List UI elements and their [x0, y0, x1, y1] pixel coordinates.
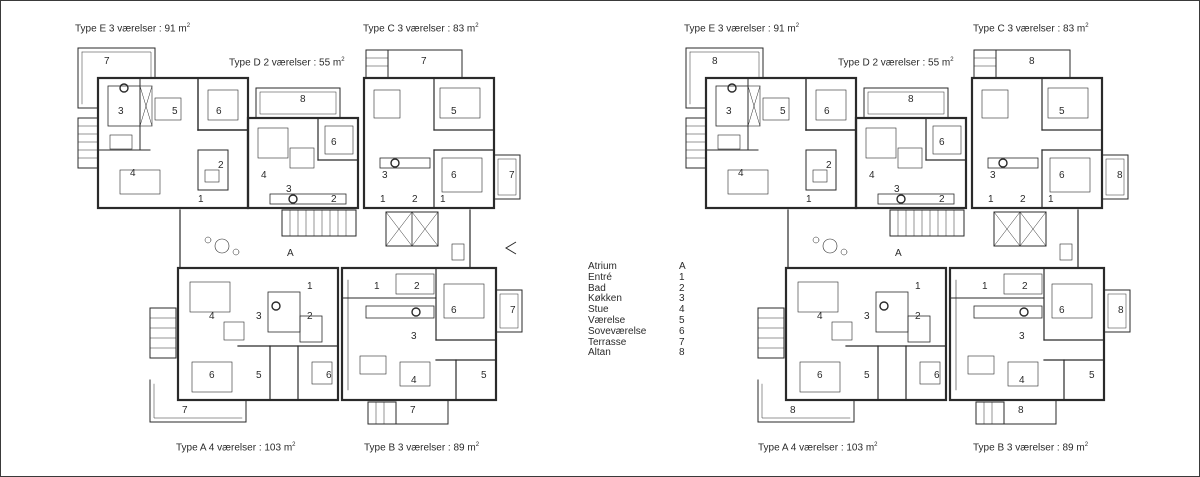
entrance-arrow-icon: [506, 242, 516, 254]
room-label: 6: [451, 305, 457, 316]
room-label: 5: [451, 106, 457, 117]
room-label: 1: [1048, 194, 1054, 205]
room-label: 6: [934, 370, 940, 381]
room-label: 3: [990, 170, 996, 181]
room-label: 1: [380, 194, 386, 205]
legend-name: Køkken: [588, 293, 622, 305]
room-label: 3: [118, 106, 124, 117]
legend-code: 7: [679, 336, 685, 348]
room-label: 6: [216, 106, 222, 117]
legend-code: 1: [679, 271, 685, 283]
room-label: 1: [440, 194, 446, 205]
room-label: 8: [1118, 305, 1124, 316]
legend: [588, 262, 698, 359]
room-label: 3: [382, 170, 388, 181]
room-label: 6: [1059, 170, 1065, 181]
room-label: 8: [1117, 170, 1123, 181]
type-b-title: Type B 3 værelser : 89 $m^2$: [973, 442, 1089, 454]
room-label: 7: [509, 170, 515, 181]
room-label: 3: [726, 106, 732, 117]
legend-name: Atrium: [588, 261, 617, 272]
room-label: 2: [414, 281, 420, 292]
legend-code: A: [679, 261, 686, 272]
room-label: 5: [864, 370, 870, 381]
room-label: 5: [1059, 106, 1065, 117]
room-label: 2: [218, 160, 224, 171]
room-label: 7: [410, 405, 416, 416]
room-label: 5: [172, 106, 178, 117]
type-d-title: Type D 2 værelser : 55 $m^2$: [229, 57, 345, 69]
room-label: 7: [104, 56, 110, 67]
type-a-title: Type A 4 værelser : 103 $m^2$: [176, 442, 296, 454]
legend-code: 3: [679, 293, 685, 305]
room-label: 7: [510, 305, 516, 316]
room-label: 2: [939, 194, 945, 205]
room-label: 8: [1018, 405, 1024, 416]
legend-name: Altan: [588, 347, 611, 359]
legend-code: 6: [679, 325, 685, 337]
room-label: 6: [1059, 305, 1065, 316]
legend-name: Bad: [588, 282, 606, 294]
room-label: 3: [256, 311, 262, 322]
legend-code: 8: [679, 347, 685, 359]
room-label: 1: [982, 281, 988, 292]
legend-item: [588, 348, 698, 359]
room-label: 1: [915, 281, 921, 292]
room-label: 4: [411, 375, 417, 386]
type-c-title: Type C 3 værelser : 83 $m^2$: [363, 23, 479, 35]
room-label: 6: [326, 370, 332, 381]
type-d-title: Type D 2 værelser : 55 $m^2$: [838, 57, 954, 69]
legend-code: 4: [679, 304, 685, 316]
legend-name: Stue: [588, 304, 609, 316]
room-label: 1: [374, 281, 380, 292]
room-label: 8: [790, 405, 796, 416]
room-label: 4: [817, 311, 823, 322]
room-label: 4: [130, 168, 136, 179]
room-label: 4: [1019, 375, 1025, 386]
room-label: 1: [198, 194, 204, 205]
legend-name: Entré: [588, 271, 612, 283]
room-label: 1: [806, 194, 812, 205]
type-e-title: Type E 3 værelser : 91 $m^2$: [684, 23, 800, 35]
room-label: 6: [817, 370, 823, 381]
room-label: 3: [286, 184, 292, 195]
type-a-title: Type A 4 værelser : 103 $m^2$: [758, 442, 878, 454]
atrium-label: A: [895, 248, 902, 259]
room-label: 8: [712, 56, 718, 67]
room-label: 1: [988, 194, 994, 205]
type-c-title: Type C 3 værelser : 83 $m^2$: [973, 23, 1089, 35]
room-label: 2: [307, 311, 313, 322]
room-label: 6: [939, 137, 945, 148]
room-label: 3: [894, 184, 900, 195]
legend-item: [588, 273, 698, 284]
legend-name: Terrasse: [588, 336, 627, 348]
room-label: 2: [412, 194, 418, 205]
room-label: 2: [1022, 281, 1028, 292]
room-label: 8: [908, 94, 914, 105]
legend-code: 2: [679, 282, 685, 294]
room-label: 8: [300, 94, 306, 105]
room-label: 7: [421, 56, 427, 67]
room-label: 6: [331, 137, 337, 148]
room-label: 2: [915, 311, 921, 322]
legend-name: Værelse: [588, 314, 626, 326]
room-label: 8: [1029, 56, 1035, 67]
room-label: 4: [869, 170, 875, 181]
room-label: 5: [481, 370, 487, 381]
atrium-label: A: [287, 248, 294, 259]
room-label: 4: [261, 170, 267, 181]
room-label: 3: [864, 311, 870, 322]
room-label: 5: [780, 106, 786, 117]
room-label: 5: [256, 370, 262, 381]
room-label: 2: [331, 194, 337, 205]
room-label: 2: [826, 160, 832, 171]
legend-name: Soveværelse: [588, 325, 647, 337]
room-label: 6: [824, 106, 830, 117]
room-label: 1: [307, 281, 313, 292]
legend-item: [588, 327, 698, 338]
room-label: 6: [209, 370, 215, 381]
room-label: 4: [738, 168, 744, 179]
room-label: 5: [1089, 370, 1095, 381]
room-label: 6: [451, 170, 457, 181]
room-label: 4: [209, 311, 215, 322]
room-label: 2: [1020, 194, 1026, 205]
room-label: 3: [411, 331, 417, 342]
room-label: 7: [182, 405, 188, 416]
legend-code: 5: [679, 314, 685, 326]
room-label: 3: [1019, 331, 1025, 342]
type-e-title: Type E 3 værelser : 91 $m^2$: [75, 23, 191, 35]
type-b-title: Type B 3 værelser : 89 $m^2$: [364, 442, 480, 454]
